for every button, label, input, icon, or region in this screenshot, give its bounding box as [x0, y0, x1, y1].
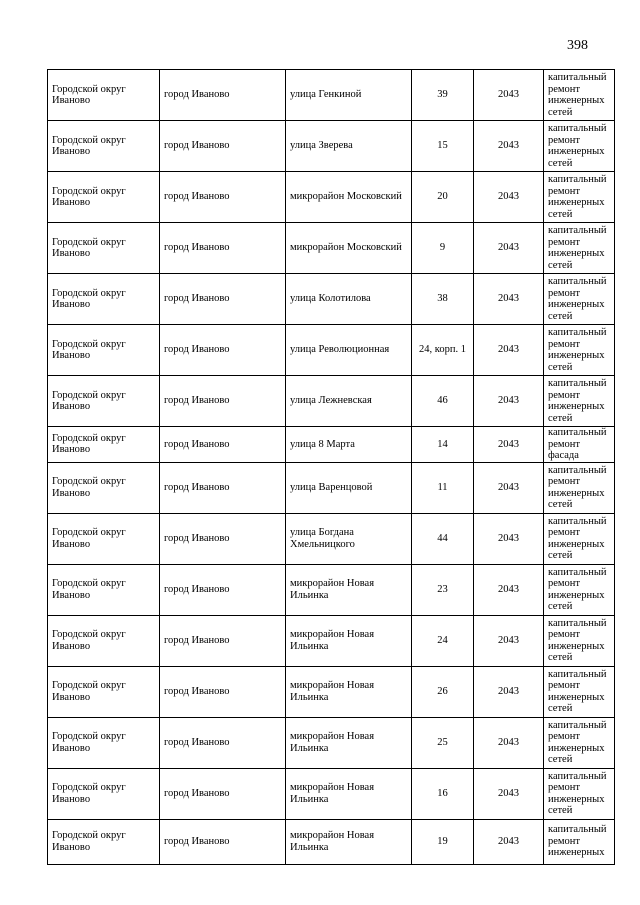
street-cell: микрорайон Новая Ильинка	[286, 768, 412, 819]
year-cell: 2043	[474, 325, 544, 376]
work-type-cell: капитальный ремонт инженерных сетей	[544, 768, 615, 819]
year-cell: 2043	[474, 564, 544, 615]
table-row	[48, 462, 615, 513]
work-type-cell: капитальный ремонт инженерных сетей	[544, 717, 615, 768]
house-number-cell: 16	[412, 768, 474, 819]
year-cell: 2043	[474, 768, 544, 819]
street-cell: микрорайон Новая Ильинка	[286, 819, 412, 864]
table-row	[48, 513, 615, 564]
street-cell: улица Зверева	[286, 121, 412, 172]
year-cell: 2043	[474, 427, 544, 463]
table-row	[48, 223, 615, 274]
work-type-cell: капитальный ремонт инженерных сетей	[544, 274, 615, 325]
settlement-cell: город Иваново	[160, 819, 286, 864]
table-row	[48, 768, 615, 819]
house-number-cell: 9	[412, 223, 474, 274]
house-number-cell: 19	[412, 819, 474, 864]
work-type-cell: капитальный ремонт инженерных сетей	[544, 172, 615, 223]
house-number-cell: 39	[412, 70, 474, 121]
year-cell: 2043	[474, 819, 544, 864]
table-row	[48, 615, 615, 666]
municipality-cell: Городской округ Иваново	[48, 172, 160, 223]
house-number-cell: 20	[412, 172, 474, 223]
street-cell: микрорайон Московский	[286, 172, 412, 223]
settlement-cell: город Иваново	[160, 325, 286, 376]
settlement-cell: город Иваново	[160, 513, 286, 564]
house-number-cell: 26	[412, 666, 474, 717]
table-row	[48, 274, 615, 325]
year-cell: 2043	[474, 121, 544, 172]
settlement-cell: город Иваново	[160, 70, 286, 121]
work-type-cell: капитальный ремонт фасада	[544, 427, 615, 463]
table-row	[48, 717, 615, 768]
street-cell: улица 8 Марта	[286, 427, 412, 463]
work-type-cell: капитальный ремонт инженерных сетей	[544, 513, 615, 564]
municipality-cell: Городской округ Иваново	[48, 513, 160, 564]
year-cell: 2043	[474, 513, 544, 564]
work-type-cell: капитальный ремонт инженерных сетей	[544, 666, 615, 717]
settlement-cell: город Иваново	[160, 615, 286, 666]
year-cell: 2043	[474, 615, 544, 666]
house-number-cell: 14	[412, 427, 474, 463]
house-number-cell: 44	[412, 513, 474, 564]
work-type-cell: капитальный ремонт инженерных	[544, 819, 615, 864]
work-type-cell: капитальный ремонт инженерных сетей	[544, 70, 615, 121]
house-number-cell: 24, корп. 1	[412, 325, 474, 376]
street-cell: микрорайон Новая Ильинка	[286, 564, 412, 615]
table-row	[48, 427, 615, 463]
house-number-cell: 38	[412, 274, 474, 325]
street-cell: улица Богдана Хмельницкого	[286, 513, 412, 564]
housing-repair-table	[47, 69, 615, 865]
municipality-cell: Городской округ Иваново	[48, 121, 160, 172]
street-cell: улица Лежневская	[286, 376, 412, 427]
year-cell: 2043	[474, 376, 544, 427]
table-body	[48, 70, 615, 865]
municipality-cell: Городской округ Иваново	[48, 666, 160, 717]
municipality-cell: Городской округ Иваново	[48, 223, 160, 274]
table-row	[48, 376, 615, 427]
year-cell: 2043	[474, 462, 544, 513]
municipality-cell: Городской округ Иваново	[48, 615, 160, 666]
table-row	[48, 564, 615, 615]
settlement-cell: город Иваново	[160, 223, 286, 274]
street-cell: микрорайон Новая Ильинка	[286, 717, 412, 768]
settlement-cell: город Иваново	[160, 121, 286, 172]
work-type-cell: капитальный ремонт инженерных сетей	[544, 325, 615, 376]
table-row	[48, 325, 615, 376]
settlement-cell: город Иваново	[160, 717, 286, 768]
page-number: 398	[567, 38, 588, 53]
municipality-cell: Городской округ Иваново	[48, 462, 160, 513]
house-number-cell: 11	[412, 462, 474, 513]
house-number-cell: 46	[412, 376, 474, 427]
year-cell: 2043	[474, 70, 544, 121]
municipality-cell: Городской округ Иваново	[48, 717, 160, 768]
year-cell: 2043	[474, 717, 544, 768]
street-cell: улица Генкиной	[286, 70, 412, 121]
settlement-cell: город Иваново	[160, 376, 286, 427]
municipality-cell: Городской округ Иваново	[48, 274, 160, 325]
street-cell: микрорайон Московский	[286, 223, 412, 274]
settlement-cell: город Иваново	[160, 462, 286, 513]
table-row	[48, 666, 615, 717]
work-type-cell: капитальный ремонт инженерных сетей	[544, 615, 615, 666]
year-cell: 2043	[474, 666, 544, 717]
street-cell: микрорайон Новая Ильинка	[286, 666, 412, 717]
street-cell: улица Колотилова	[286, 274, 412, 325]
table-row	[48, 70, 615, 121]
settlement-cell: город Иваново	[160, 427, 286, 463]
year-cell: 2043	[474, 172, 544, 223]
work-type-cell: капитальный ремонт инженерных сетей	[544, 121, 615, 172]
settlement-cell: город Иваново	[160, 274, 286, 325]
municipality-cell: Городской округ Иваново	[48, 819, 160, 864]
municipality-cell: Городской округ Иваново	[48, 325, 160, 376]
municipality-cell: Городской округ Иваново	[48, 564, 160, 615]
municipality-cell: Городской округ Иваново	[48, 427, 160, 463]
settlement-cell: город Иваново	[160, 172, 286, 223]
table-row	[48, 121, 615, 172]
settlement-cell: город Иваново	[160, 768, 286, 819]
street-cell: улица Варенцовой	[286, 462, 412, 513]
house-number-cell: 24	[412, 615, 474, 666]
table-row	[48, 819, 615, 864]
work-type-cell: капитальный ремонт инженерных сетей	[544, 223, 615, 274]
year-cell: 2043	[474, 274, 544, 325]
table-row	[48, 172, 615, 223]
municipality-cell: Городской округ Иваново	[48, 376, 160, 427]
municipality-cell: Городской округ Иваново	[48, 768, 160, 819]
municipality-cell: Городской округ Иваново	[48, 70, 160, 121]
work-type-cell: капитальный ремонт инженерных сетей	[544, 462, 615, 513]
street-cell: улица Революционная	[286, 325, 412, 376]
house-number-cell: 25	[412, 717, 474, 768]
street-cell: микрорайон Новая Ильинка	[286, 615, 412, 666]
work-type-cell: капитальный ремонт инженерных сетей	[544, 376, 615, 427]
house-number-cell: 15	[412, 121, 474, 172]
house-number-cell: 23	[412, 564, 474, 615]
year-cell: 2043	[474, 223, 544, 274]
work-type-cell: капитальный ремонт инженерных сетей	[544, 564, 615, 615]
settlement-cell: город Иваново	[160, 666, 286, 717]
settlement-cell: город Иваново	[160, 564, 286, 615]
